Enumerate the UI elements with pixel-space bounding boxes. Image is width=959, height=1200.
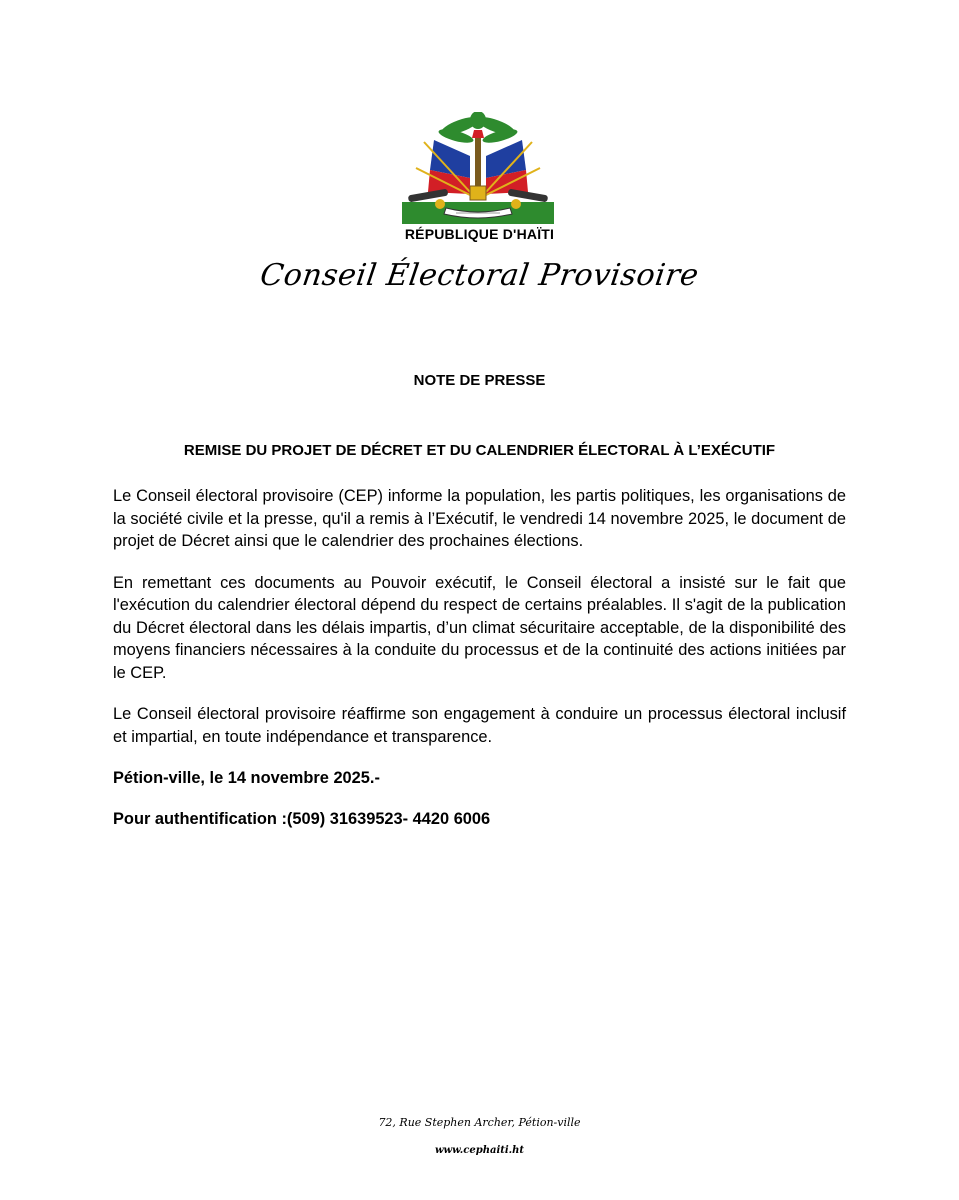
press-note-headline: REMISE DU PROJET DE DÉCRET ET DU CALENDRIER ÉLECTORAL À L’EXÉCUTIF [183,442,776,459]
paragraph: En remettant ces documents au Pouvoir exécutif, le Conseil électoral a insisté sur le fait que l'exécution du calendrier électoral dépend du respect de certains préalables. Il s'agit de la publication du Décret électoral dans les délais impartis, d’un climat sécuritaire acceptable, de la disponibilité des moyens financiers nécessaires à la conduite du processus et de la continuité des actions initiées par le CEP. [113,573,846,682]
press-note-body [113,485,846,848]
authentication-phone: Pour authentification :(509) 31639523- 4420 6006 [113,809,491,828]
haiti-coat-of-arms-icon [400,112,556,226]
footer-address: 72, Rue Stephen Archer, Pétion-ville [378,1116,581,1129]
document-type-label: NOTE DE PRESSE [413,372,546,389]
place-and-date: Pétion-ville, le 14 novembre 2025.- [113,769,380,787]
paragraph: Le Conseil électoral provisoire réaffirme son engagement à conduire un processus électoral inclusif et impartial, en toute indépendance et transparence. [113,705,846,746]
institution-name: Conseil Électoral Provisoire [258,258,701,293]
footer-website-link[interactable]: www.cephaiti.ht [434,1145,525,1156]
country-name: RÉPUBLIQUE D'HAÏTI [404,226,555,242]
paragraph: Le Conseil électoral provisoire (CEP) informe la population, les partis politiques, les organisations de la société civile et la presse, qu'il a remis à l’Exécutif, le vendredi 14 novembre 2025, le document de projet de Décret ainsi que le calendrier des prochaines élections. [113,487,846,550]
